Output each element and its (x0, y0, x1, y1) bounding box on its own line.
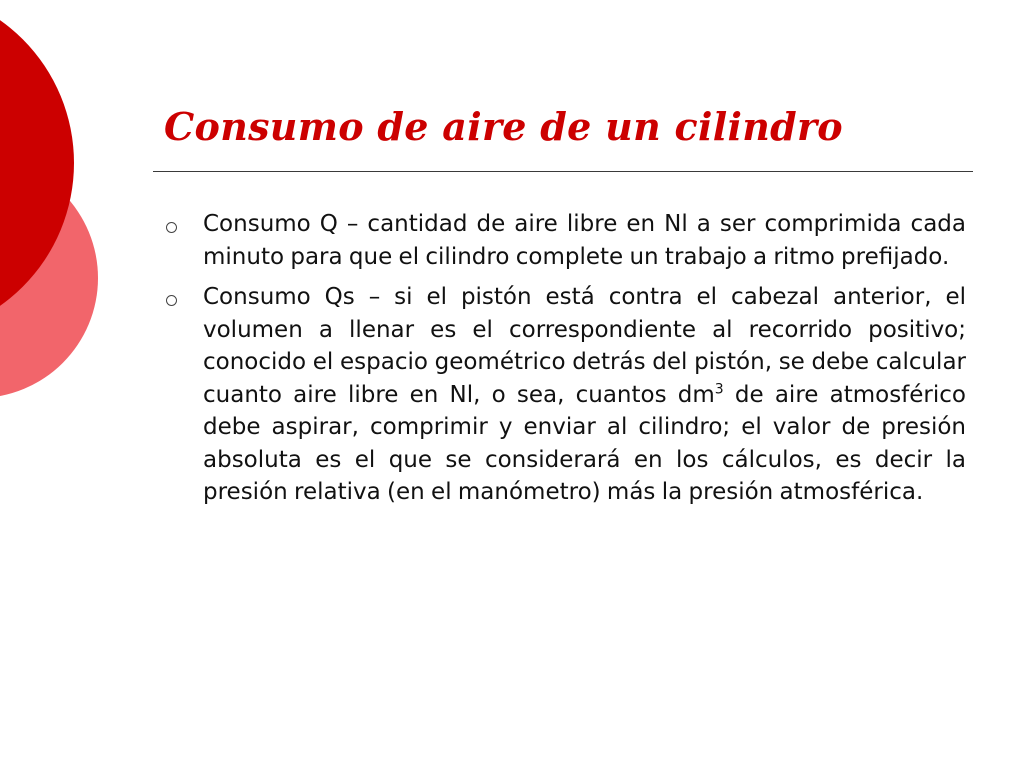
hollow-circle-bullet-icon (166, 295, 177, 306)
bullet-text-part: Consumo Qs – si el pistón está contra el cabezal anterior, el volumen a llenar es el correspondiente al recorrido positivo; conocido el espacio geométrico detrás del pistón, se debe calcular cuanto aire libre en Nl, o sea, cuantos dm (203, 284, 966, 408)
bullet-item (160, 281, 966, 509)
bullet-text: Consumo Q – cantidad de aire libre en Nl a ser comprimida cada minuto para que el cilindro complete un trabajo a ritmo prefijado. (203, 211, 966, 270)
bullet-text (203, 281, 966, 509)
bullet-text-part: de aire atmosférico debe aspirar, comprimir y enviar al cilindro; el valor de presión absoluta es el que se considerará en los cálculos, es decir la presión relativa (en el manómetro) más la presión atmosférica. (203, 381, 966, 505)
slide-title: Consumo de aire de un cilindro (164, 104, 843, 149)
hollow-circle-bullet-icon (166, 222, 177, 233)
superscript-exponent: 3 (714, 380, 724, 397)
bullet-list (160, 208, 966, 517)
bullet-item (160, 208, 966, 273)
title-divider (153, 171, 973, 172)
